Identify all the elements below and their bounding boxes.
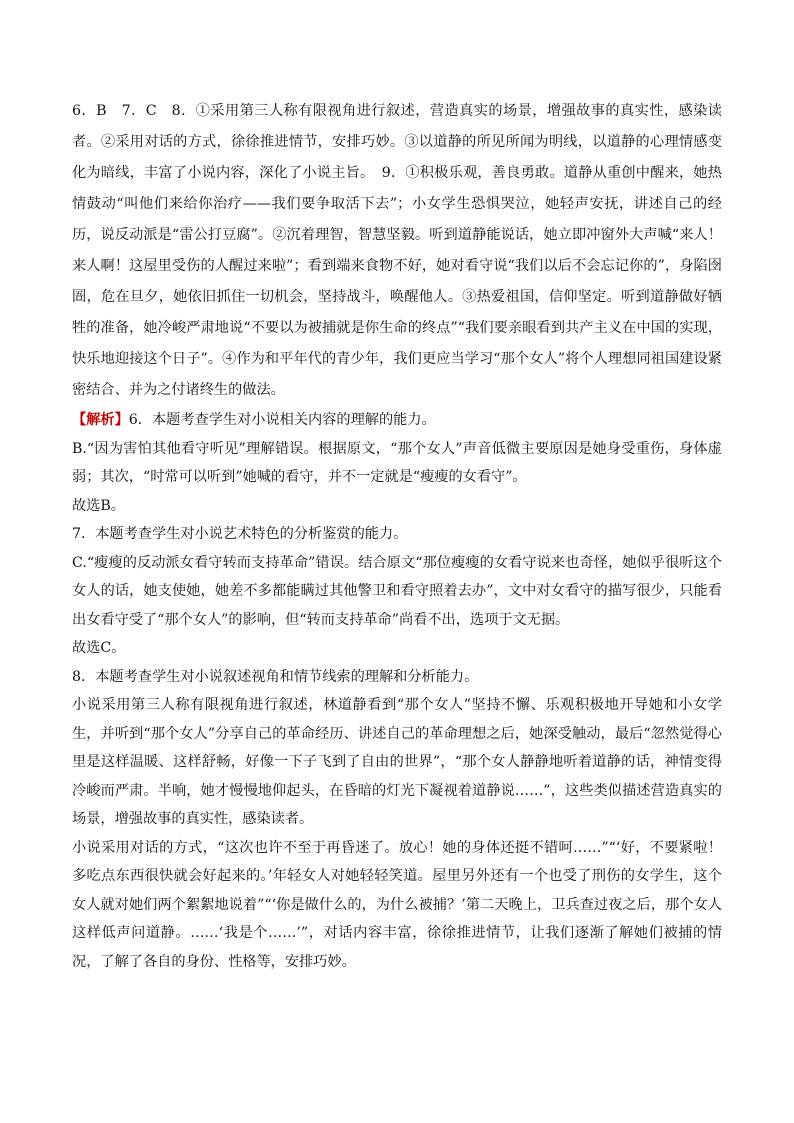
analysis-q6-intro bbox=[72, 406, 722, 435]
analysis-q7-detail: C.“瘦瘦的反动派女看守转而支持革命”错误。结合原文“那位瘦瘦的女看守说来也奇怪，她似乎很听这个女人的话，她支使她，她差不多都能瞒过其他警卫和看守照着去办”，文中对女看守的描写很少，只能看出女看守受了“那个女人”的影响，但“转而支持革命”尚看不出，选项于文无据。 bbox=[72, 554, 722, 628]
analysis-q8-intro: 8．本题考查学生对小说叙述视角和情节线索的理解和分析能力。 bbox=[72, 668, 479, 685]
q6-intro-text: 6．本题考查学生对小说相关内容的理解的能力。 bbox=[128, 412, 436, 428]
analysis-q8-paragraph-2: 小说采用对话的方式，“这次也许不至于再昏迷了。放心！她的身体还挺不错呵……”“‘好，不要紧啦！多吃点东西很快就会好起来的。’年轻女人对她轻轻笑道。屋里另外还有一个也受了刑伤的女学生，这个女人就对她们两个絮絮地说着”“‘你是做什么的，为什么被捕？’第二天晚上，卫兵查过夜之后，那个女人这样低声问道静。……‘我是个……’”，对话内容丰富，徐徐推进情节，让我们逐渐了解她们被捕的情况，了解了各自的身份、性格等，安排巧妙。 bbox=[72, 839, 722, 970]
analysis-label: 【解析】 bbox=[72, 412, 129, 428]
analysis-q8-paragraph-1: 小说采用第三人称有限视角进行叙述，林道静看到“那个女人”坚持不懈、乐观积极地开导她和小女学生，并听到“那个女人”分享自己的革命经历、讲述自己的革命理想之后，她深受触动，最后“忽然觉得心里是这样温暖、这样舒畅，好像一下子飞到了自由的世界”，“那个女人静静地听着道静的话，神情变得冷峻而严肃。半响，她才慢慢地仰起头，在昏暗的灯光下凝视着道静说……”，这些类似描述营造真实的场景，增强故事的真实性，感染读者。 bbox=[72, 697, 722, 827]
answer-paragraph: 6．B 7．C 8．①采用第三人称有限视角进行叙述，营造真实的场景，增强故事的真实性，感染读者。②采用对话的方式，徐徐推进情节，安排巧妙。③以道静的所见所闻为明线，以道静的心理情感变化为暗线，丰富了小说内容，深化了小说主旨。 9．①积极乐观，善良勇敢。道静从重创中醒来，她热情鼓动“叫他们来给你治疗——我们要争取活下去”；小女学生恐惧哭泣，她轻声安抚，讲述自己的经历，说反动派是“雷公打豆腐”。②沉着理智，智慧坚毅。听到道静能说话，她立即冲窗外大声喊“来人！来人啊！这屋里受伤的人醒过来啦”；看到端来食物不好，她对看守说“我们以后不会忘记你的”，身陷囹圄，危在旦夕，她依旧抓住一切机会，坚持战斗，唤醒他人。③热爱祖国，信仰坚定。听到道静做好牺牲的准备，她冷峻严肃地说“不要以为被捕就是你生命的终点”“我们要亲眼看到共产主义在中国的实现，快乐地迎接这个日子”。④作为和平年代的青少年，我们更应当学习“那个女人”将个人理想同祖国建设紧密结合、并为之付诸终生的做法。 bbox=[72, 103, 722, 398]
analysis-q6-answer: 故选B。 bbox=[72, 497, 125, 514]
analysis-q7-answer: 故选C。 bbox=[72, 640, 126, 656]
analysis-q6-detail: B.“因为害怕其他看守听见”理解错误。根据原文，“那个女人”声音低微主要原因是她身受重伤，身体虚弱；其次，“时常可以听到”她喊的看守，并不一定就是“瘦瘦的女看守”。 bbox=[72, 440, 722, 485]
analysis-q7-intro: 7．本题考查学生对小说艺术特色的分析鉴赏的能力。 bbox=[72, 526, 408, 542]
document-body bbox=[72, 96, 722, 976]
